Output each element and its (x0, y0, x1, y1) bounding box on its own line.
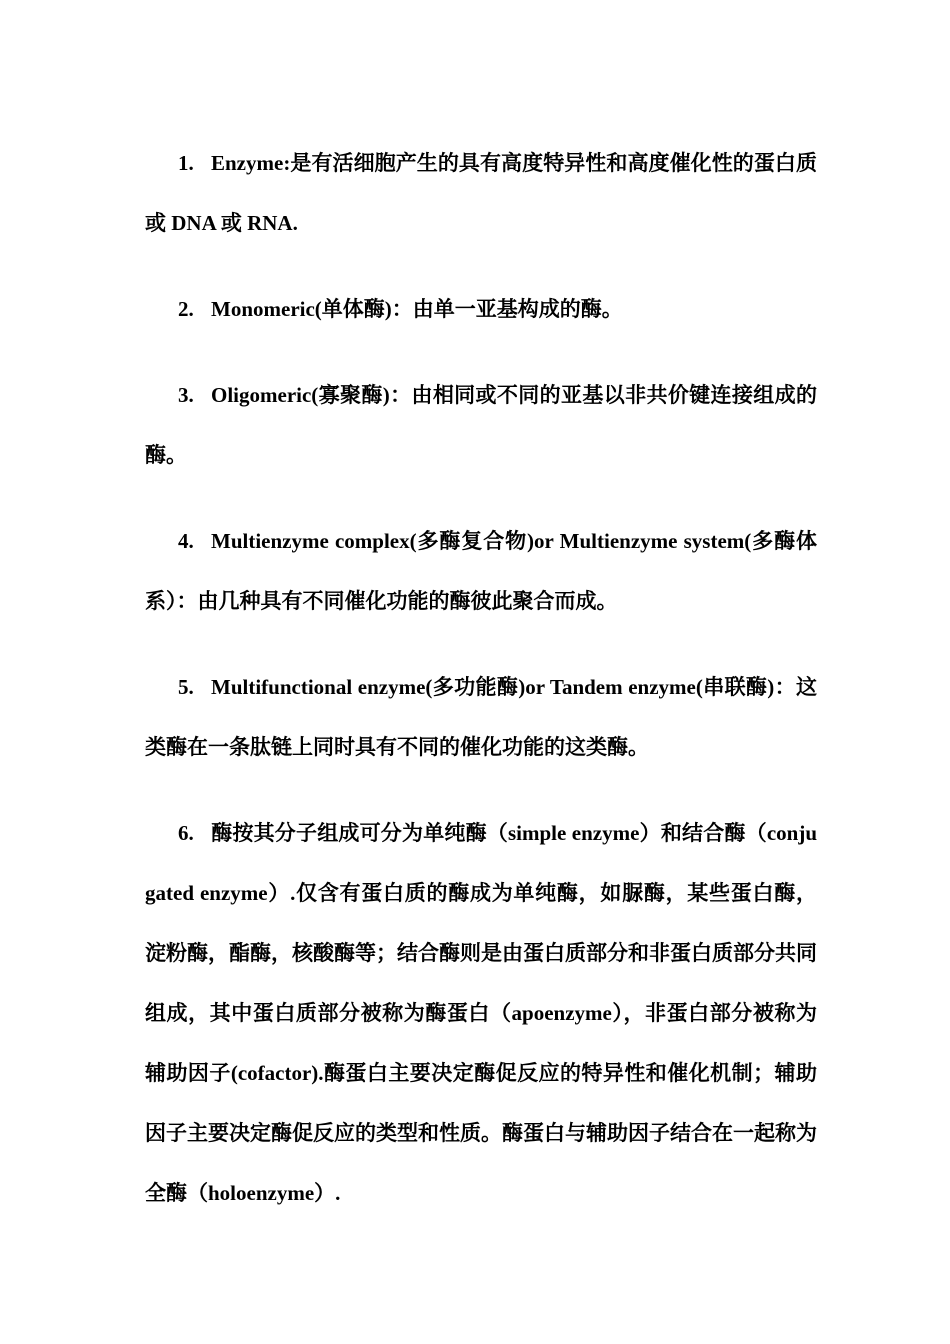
item-number: 3. (178, 383, 194, 407)
glossary-list (145, 133, 817, 1249)
glossary-item-enzyme (145, 133, 817, 253)
item-text: Enzyme:是有活细胞产生的具有高度特异性和高度催化性的蛋白质或 DNA 或 RNA. (145, 151, 817, 235)
item-number: 5. (178, 675, 194, 699)
glossary-item-oligomeric (145, 365, 817, 485)
glossary-item-enzyme-composition (145, 803, 817, 1223)
item-text: Multienzyme complex(多酶复合物)or Multienzyme system(多酶体系）：由几种具有不同催化功能的酶彼此聚合而成。 (145, 529, 817, 613)
glossary-item-monomeric (145, 279, 817, 339)
item-number: 2. (178, 297, 194, 321)
item-number: 1. (178, 151, 194, 175)
item-number: 4. (178, 529, 194, 553)
item-text: Oligomeric(寡聚酶)：由相同或不同的亚基以非共价键连接组成的酶。 (145, 383, 817, 467)
item-text: 酶按其分子组成可分为单纯酶（simple enzyme）和结合酶（conjugated enzyme）.仅含有蛋白质的酶成为单纯酶，如脲酶，某些蛋白酶，淀粉酶，酯酶，核酸酶等；结合酶则是由蛋白质部分和非蛋白质部分共同组成，其中蛋白质部分被称为酶蛋白（apoenzyme），非蛋白部分被称为辅助因子(cofactor).酶蛋白主要决定酶促反应的特异性和催化机制；辅助因子主要决定酶促反应的类型和性质。酶蛋白与辅助因子结合在一起称为全酶（holoenzyme）. (145, 821, 817, 1205)
glossary-item-multienzyme-complex (145, 511, 817, 631)
item-text: Multifunctional enzyme(多功能酶)or Tandem enzyme(串联酶)：这类酶在一条肽链上同时具有不同的催化功能的这类酶。 (145, 675, 817, 759)
item-number: 6. (178, 821, 194, 845)
item-text: Monomeric(单体酶)：由单一亚基构成的酶。 (211, 297, 623, 321)
glossary-item-multifunctional-enzyme (145, 657, 817, 777)
